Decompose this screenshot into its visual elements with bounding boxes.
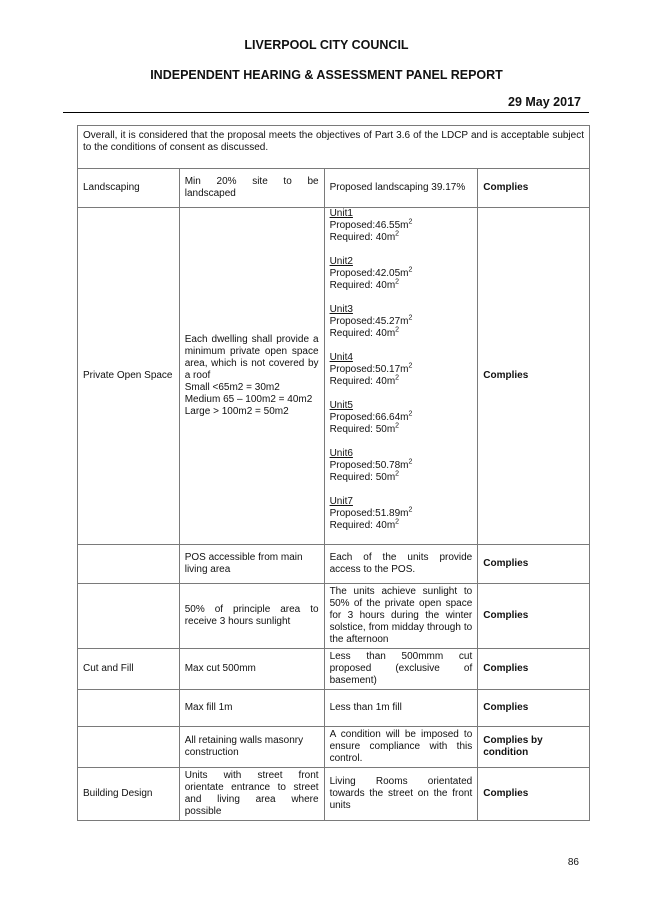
page-number: 86 [567,857,579,868]
proposal-cell: Each of the units provide access to the POS. [324,545,478,584]
unit-name: Unit6 [329,448,353,459]
compliance-cell: Complies [478,649,590,690]
intro-row [78,126,590,169]
unit-required: Required: $40m^2$ [329,518,400,531]
category-cell [78,727,180,768]
unit-name: Unit7 [329,496,353,507]
unit-entry [330,304,473,340]
unit-name: Unit2 [329,256,353,267]
unit-entry [330,448,473,484]
unit-name: Unit3 [329,304,353,315]
control-line: Medium 65 – 100m2 = 40m2 [184,394,313,405]
table-row [78,690,590,727]
unit-entry [330,496,473,532]
report-date: 29 May 2017 [508,95,581,109]
control-line: Each dwelling shall provide a minimum private open space area, which is not covered by a roof [184,334,319,381]
intro-text: Overall, it is considered that the proposal meets the objectives of Part 3.6 of the LDCP and is acceptable subject to the conditions of consent as discussed. [78,126,590,169]
unit-proposed: $Proposed:46.55m^2$ [329,218,413,231]
control-cell: All retaining walls masonry construction [179,727,324,768]
proposal-cell: Less than 500mmm cut proposed (exclusive of basement) [324,649,478,690]
control-cell: Max cut 500mm [179,649,324,690]
compliance-cell: Complies [478,169,590,208]
compliance-cell: Complies by condition [478,727,590,768]
control-line: Large > 100m2 = 50m2 [184,406,289,417]
unit-proposed: $Proposed:66.64m^2$ [329,410,413,423]
category-cell: Building Design [78,768,180,821]
control-cell [179,208,324,545]
category-cell [78,584,180,649]
compliance-cell: Complies [478,208,590,545]
table-row [78,768,590,821]
unit-required: Required: $40m^2$ [329,278,400,291]
table-row [78,584,590,649]
category-cell [78,545,180,584]
unit-proposed: $Proposed:42.05m^2$ [329,266,413,279]
unit-name: Unit1 [329,208,353,219]
unit-entry [330,400,473,436]
table-row [78,545,590,584]
unit-name: Unit5 [329,400,353,411]
unit-name: Unit4 [329,352,353,363]
report-title: INDEPENDENT HEARING & ASSESSMENT PANEL REPORT [150,68,503,82]
unit-proposed: $Proposed:50.78m^2$ [329,458,413,471]
unit-entry [330,256,473,292]
table-row [78,169,590,208]
proposal-cell: A condition will be imposed to ensure compliance with this control. [324,727,478,768]
table-row [78,208,590,545]
table-row [78,649,590,690]
unit-entry [330,352,473,388]
category-cell [78,690,180,727]
category-cell: Landscaping [78,169,180,208]
compliance-cell: Complies [478,768,590,821]
council-title: LIVERPOOL CITY COUNCIL [244,38,409,52]
unit-proposed: $Proposed:50.17m^2$ [329,362,413,375]
unit-entry [330,208,473,244]
unit-required: Required: $50m^2$ [329,422,400,435]
proposal-cell [324,208,478,545]
compliance-cell: Complies [478,690,590,727]
control-cell: Min 20% site to be landscaped [179,169,324,208]
control-cell: Max fill 1m [179,690,324,727]
unit-required: Required: $40m^2$ [329,374,400,387]
compliance-table [77,125,590,821]
table-row [78,727,590,768]
proposal-cell: Less than 1m fill [324,690,478,727]
control-line: Small <65m2 = 30m2 [184,382,280,393]
proposal-cell: Proposed landscaping 39.17% [324,169,478,208]
proposal-cell: Living Rooms orientated towards the street on the front units [324,768,478,821]
control-cell: POS accessible from main living area [179,545,324,584]
unit-required: Required: $40m^2$ [329,230,400,243]
category-cell: Private Open Space [78,208,180,545]
unit-proposed: $Proposed:51.89m^2$ [329,506,413,519]
unit-required: Required: $50m^2$ [329,470,400,483]
unit-proposed: $Proposed:45.27m^2$ [329,314,413,327]
control-cell: 50% of principle area to receive 3 hours sunlight [179,584,324,649]
compliance-cell: Complies [478,584,590,649]
header-rule [63,112,589,113]
unit-required: Required: $40m^2$ [329,326,400,339]
control-cell: Units with street front orientate entrance to street and living area where possible [179,768,324,821]
compliance-cell: Complies [478,545,590,584]
proposal-cell: The units achieve sunlight to 50% of the private open space for 3 hours during the winter solstice, from midday through to the afternoon [324,584,478,649]
category-cell: Cut and Fill [78,649,180,690]
